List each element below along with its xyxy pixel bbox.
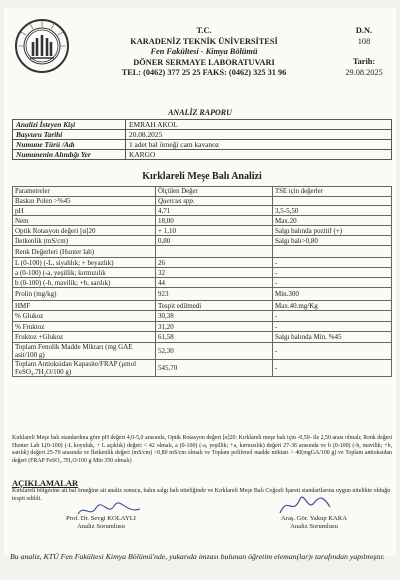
results-row [13,332,392,343]
results-measured-cell: 32 [156,268,273,278]
header-university: KARADENİZ TEKNİK ÜNİVERSİTESİ [130,36,278,46]
header-tse: TSE için değerler [273,187,392,197]
signature-block-right [259,515,369,531]
header-center [84,26,324,79]
results-param-cell: L (0-100) (-L, siyahlık; + beyazlık) [13,258,156,268]
results-param-cell: Baskın Polen >%45 [13,197,156,206]
results-tse-cell: Salgı balında pozitif (+) [273,226,392,236]
results-param-cell: % Fruktoz [13,322,156,332]
header-contact: TEL: (0462) 377 25 25 FAKS: (0462) 325 31 96 [121,68,287,77]
results-measured-cell [156,246,273,258]
results-param-cell: Prolin (mg/kg) [13,288,156,301]
dn-label: D.N. [355,26,373,35]
results-measured-cell: Quercus spp. [156,197,273,206]
results-row [13,236,392,246]
results-param-cell: pH [13,206,156,216]
results-param-cell: İletkenlik (mS/cm) [13,236,156,246]
results-row [13,268,392,278]
results-param-cell: Toplam Fenolik Madde Miktarı (mg GAE asit/100 g) [13,343,156,360]
results-title: Kırklareli Meşe Balı Analizi [142,171,262,182]
aciklamalar-title: AÇIKLAMALAR [12,478,79,488]
info-key: Analizi İsteyen Kişi [13,120,126,130]
results-tse-cell: 3,5-5,50 [273,206,392,216]
dn-value: 108 [357,36,371,46]
results-row [13,278,392,288]
results-tse-cell: Min.300 [273,288,392,301]
info-row [13,120,392,130]
date-value: 29.08.2025 [345,67,383,77]
results-row [13,206,392,216]
results-header-row [13,187,392,197]
results-row [13,360,392,377]
results-tse-cell: - [273,343,392,360]
results-tse-cell: Salgı balında Min. %45 [273,332,392,343]
results-row [13,258,392,268]
results-param-cell: b (0-100) (-b, mavilik; +b, sarılık) [13,278,156,288]
results-param-cell: Nem [13,216,156,226]
info-row [13,130,392,140]
results-row [13,301,392,311]
results-row [13,343,392,360]
results-tse-cell: - [273,360,392,377]
report-page [4,8,396,556]
signer-name: Araş. Gör. Yakup KARA [281,515,347,522]
results-row [13,288,392,301]
results-row [13,216,392,226]
results-row [13,322,392,332]
signer-role: Analiz Sorumlusu [290,523,338,530]
results-param-cell: Toplam Antioksidan Kapasite/FRAP (μmol FeSO₄.7H₂O/100 g) [13,360,156,377]
results-param-cell: Optik Rotasyon değeri [α]20 [13,226,156,236]
results-param-cell: a (0-100) (-a, yeşillik; kırmızılık [13,268,156,278]
info-row [13,140,392,150]
results-row [13,226,392,236]
results-tse-cell [273,197,392,206]
results-measured-cell: 18,00 [156,216,273,226]
header-param: Parametreler [13,187,156,197]
info-value: 1 adet bal örneği cam kavanoz [126,140,392,150]
info-row [13,150,392,160]
results-tse-cell [273,246,392,258]
results-measured-cell: 26 [156,258,273,268]
results-measured-cell: 0,80 [156,236,273,246]
results-measured-cell: 923 [156,288,273,301]
signer-role: Analiz Sorumlusu [77,523,125,530]
header-tc: T.C. [196,26,212,35]
results-measured-cell: 31,20 [156,322,273,332]
results-measured-cell: 52,30 [156,343,273,360]
results-measured-cell: + 1,10 [156,226,273,236]
results-measured-cell: 30,38 [156,311,273,322]
results-tse-cell: - [273,258,392,268]
bottom-note: Bu analiz, KTÜ Fen Fakültesi Kimya Bölümü'nde, yukarıda imzası bulunan öğretim eleman(lar)ı tarafından yapılmıştır. [10,552,385,561]
results-row [13,246,392,258]
results-tse-cell: Max.40.mg/Kg [273,301,392,311]
info-value: KARGO [126,150,392,160]
results-row [13,311,392,322]
header-lab: DÖNER SERMAYE LABORATUVARI [133,57,275,67]
report-title: ANALİZ RAPORU [168,108,232,117]
signature-block-left [46,515,156,531]
results-tse-cell: - [273,311,392,322]
results-param-cell: % Glukoz [13,311,156,322]
results-measured-cell: 61,58 [156,332,273,343]
results-tse-cell: - [273,278,392,288]
info-value: EMRAH AKOL [126,120,392,130]
results-tse-cell: - [273,322,392,332]
results-param-cell: HMF [13,301,156,311]
results-tse-cell: Salgı balı>0,80 [273,236,392,246]
date-label: Tarih: [352,57,376,66]
results-measured-cell: Tespit edilmedi [156,301,273,311]
header-faculty: Fen Fakültesi - Kimya Bölümü [150,47,258,56]
info-table [12,119,392,160]
results-tse-cell: Max.20 [273,216,392,226]
results-measured-cell: 44 [156,278,273,288]
header-measured: Ölçülen Değer [156,187,273,197]
info-key: Numunenin Alındığı Yer [13,150,126,160]
footnote: Kırklareli Meşe balı standardına göre pH değeri 4,0-5,0 arasında, Optik Rotasyon değeri [α]20: Kırklareli meşe balı için -0,50- ile 2,50 arası olmalı; Renk değeri Hunter Lab L(0-100) (-L koyuluk, + L açıklık) değeri < 42 olmalı, a (0-100) (-a, yeşillik; +a, kırmızılık) değeri 27-36 arasında ve b (0-100) (-b, mavilik; +b, sarılık) değeri 25-70 arasında ve İletkenlik değeri (mS/cm) >0,80 mS/cm olmalı ve Toplam polifenol madde miktarı > 40(mgGA/100 g) ve Toplam antioksidan değeri (FRAP FeSO₄.7H₂O/100 g Min 350 olmalı) [12,435,392,464]
university-seal-logo [14,18,70,74]
header-right [334,26,394,78]
aciklamalar-text: Kırklareli bölgesine ait bal örneğine ait analiz sonucu, balın salgı balı niteliğinde ve Kırklareli Meşe Balı Coğrafi İşareti standartlarına uygun nitelikte olduğu tespit edildi. [12,488,391,502]
results-tse-cell: - [273,268,392,278]
results-measured-cell: 4,71 [156,206,273,216]
results-row [13,197,392,206]
signer-name: Prof. Dr. Sevgi KOLAYLI [66,515,136,522]
results-measured-cell: 545,70 [156,360,273,377]
info-value: 20.08.2025 [126,130,392,140]
results-param-cell: Fruktoz +Glukoz [13,332,156,343]
results-table [12,186,392,377]
info-key: Başvuru Tarihi [13,130,126,140]
info-key: Numune Türü /Adı [13,140,126,150]
results-param-cell: Renk Değerleri (Hunter lab) [13,246,156,258]
